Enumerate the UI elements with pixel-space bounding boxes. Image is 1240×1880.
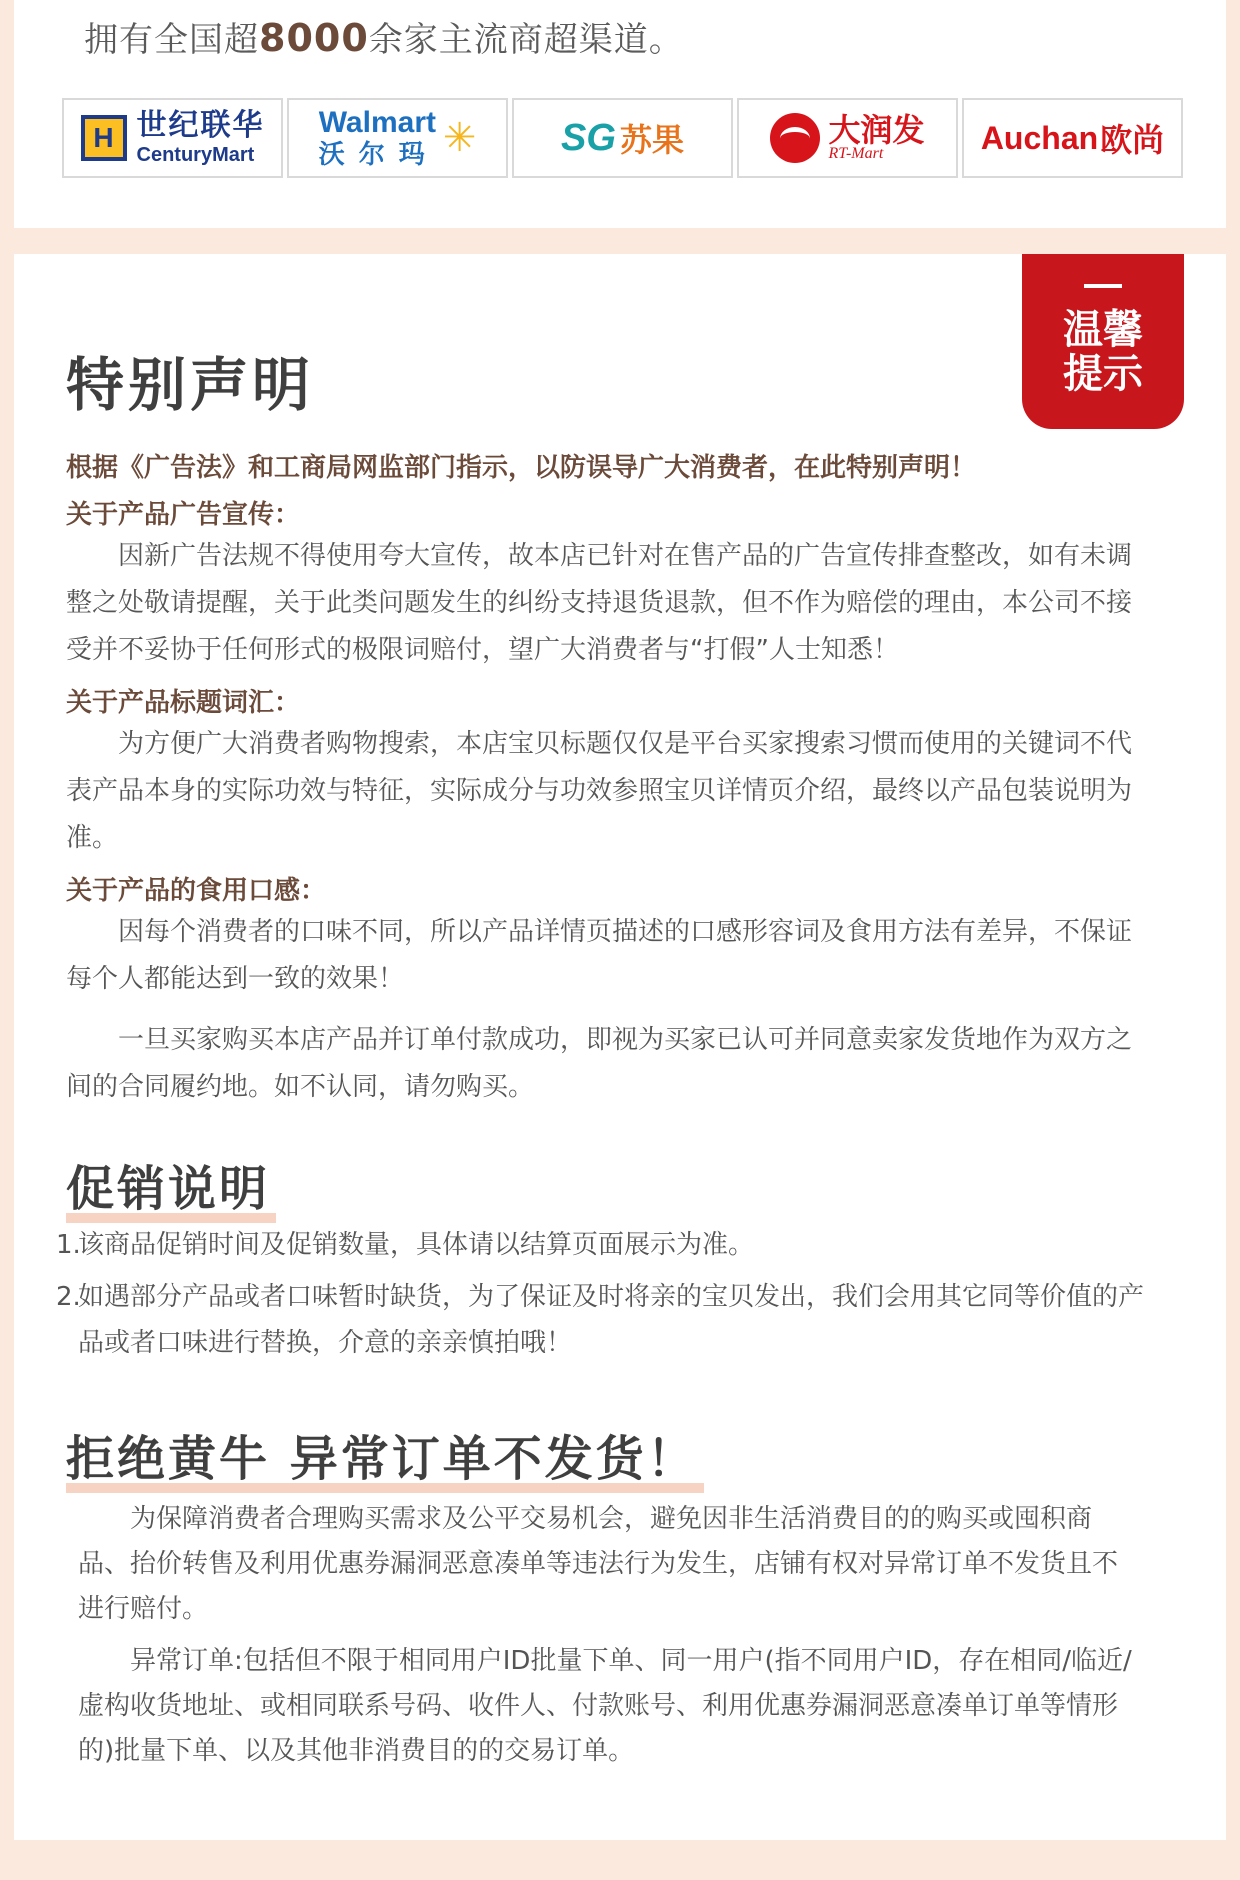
promo-item: 2. 如遇部分产品或者口味暂时缺货，为了保证及时将亲的宝贝发出，我们会用其它同等价值的产品或者口味进行替换，介意的亲亲慎拍哦！ — [56, 1282, 1145, 1358]
sg-en: SG — [561, 116, 616, 159]
auchan-cn: 欧尚 — [1100, 121, 1165, 159]
channels-intro — [84, 12, 684, 61]
statement-closing: 一旦买家购买本店产品并订单付款成功，即视为买家已认可并同意卖家发货地作为双方之间的合同履约地。如不认同，请勿购买。 — [66, 1025, 1133, 1102]
logo-rt-mart — [737, 98, 958, 178]
statement-title: 特别声明 — [66, 351, 315, 419]
promo-item: 1. 该商品促销时间及促销数量，具体请以结算页面展示为准。 — [56, 1230, 755, 1260]
century-mart-cn: 世纪联华 — [136, 108, 265, 143]
walmart-cn: 沃尔玛 — [318, 140, 439, 170]
rt-mart-cn: 大润发 — [828, 111, 925, 149]
walmart-en: Walmart — [318, 106, 436, 139]
century-mart-icon: H — [81, 115, 127, 161]
scalper-abnormal-orders: 异常订单:包括但不限于相同用户ID批量下单、同一用户(指不同用户ID，存在相同/临近/虚构收货地址、或相同联系号码、收件人、付款账号、利用优惠券漏洞恶意凑单订单等情形的)批量下单、以及其他非消费目的的交易订单。 — [78, 1646, 1132, 1766]
logo-auchan — [962, 98, 1183, 178]
section-heading-titles: 关于产品标题词汇： — [66, 688, 301, 718]
intro-suffix: 余家主流商超渠道。 — [368, 20, 684, 60]
century-mart-en: CenturyMart — [136, 144, 255, 166]
section-heading-ads: 关于产品广告宣传： — [66, 500, 301, 530]
logo-sg — [512, 98, 733, 178]
retailer-logos — [62, 98, 1183, 178]
section-text-titles: 为方便广大消费者购物搜索，本店宝贝标题仅仅是平台买家搜索习惯而使用的关键词不代表产品本身的实际功效与特征，实际成分与功效参照宝贝详情页介绍，最终以产品包装说明为准。 — [66, 729, 1133, 853]
badge-text: 温馨提示 — [1063, 307, 1143, 397]
auchan-en: Auchan — [980, 119, 1099, 156]
rt-mart-icon — [770, 113, 820, 163]
logo-walmart — [287, 98, 508, 178]
section-heading-taste: 关于产品的食用口感： — [66, 876, 327, 906]
intro-number: 8000 — [259, 16, 369, 60]
walmart-spark-icon: ✳ — [442, 115, 477, 161]
intro-prefix: 拥有全国超 — [84, 20, 259, 60]
scalper-policy: 为保障消费者合理购买需求及公平交易机会，避免因非生活消费目的的购买或囤积商品、抬价转售及利用优惠券漏洞恶意凑单等违法行为发生，店铺有权对异常订单不发货且不进行赔付。 — [78, 1504, 1119, 1624]
sg-cn: 苏果 — [619, 121, 684, 159]
scalper-title: 拒绝黄牛 异常订单不发货！ — [66, 1420, 698, 1491]
statement-lead: 根据《广告法》和工商局网监部门指示，以防误导广大消费者，在此特别声明！ — [66, 453, 977, 483]
section-text-taste: 因每个消费者的口味不同，所以产品详情页描述的口感形容词及食用方法有差异，不保证每个人都能达到一致的效果！ — [66, 917, 1133, 994]
section-text-ads: 因新广告法规不得使用夸大宣传，故本店已针对在售产品的广告宣传排查整改，如有未调整之处敬请提醒，关于此类问题发生的纠纷支持退货退款，但不作为赔偿的理由，本公司不接受并不妥协于任何形式的极限词赔付，望广大消费者与“打假”人士知悉！ — [66, 541, 1133, 665]
logo-century-mart — [62, 98, 283, 178]
rt-mart-en: RT-Mart — [828, 145, 884, 162]
promo-list — [56, 1222, 1166, 1366]
promo-title: 促销说明 — [66, 1150, 270, 1221]
warm-tip-badge — [1022, 254, 1184, 429]
badge-divider — [1084, 284, 1122, 288]
